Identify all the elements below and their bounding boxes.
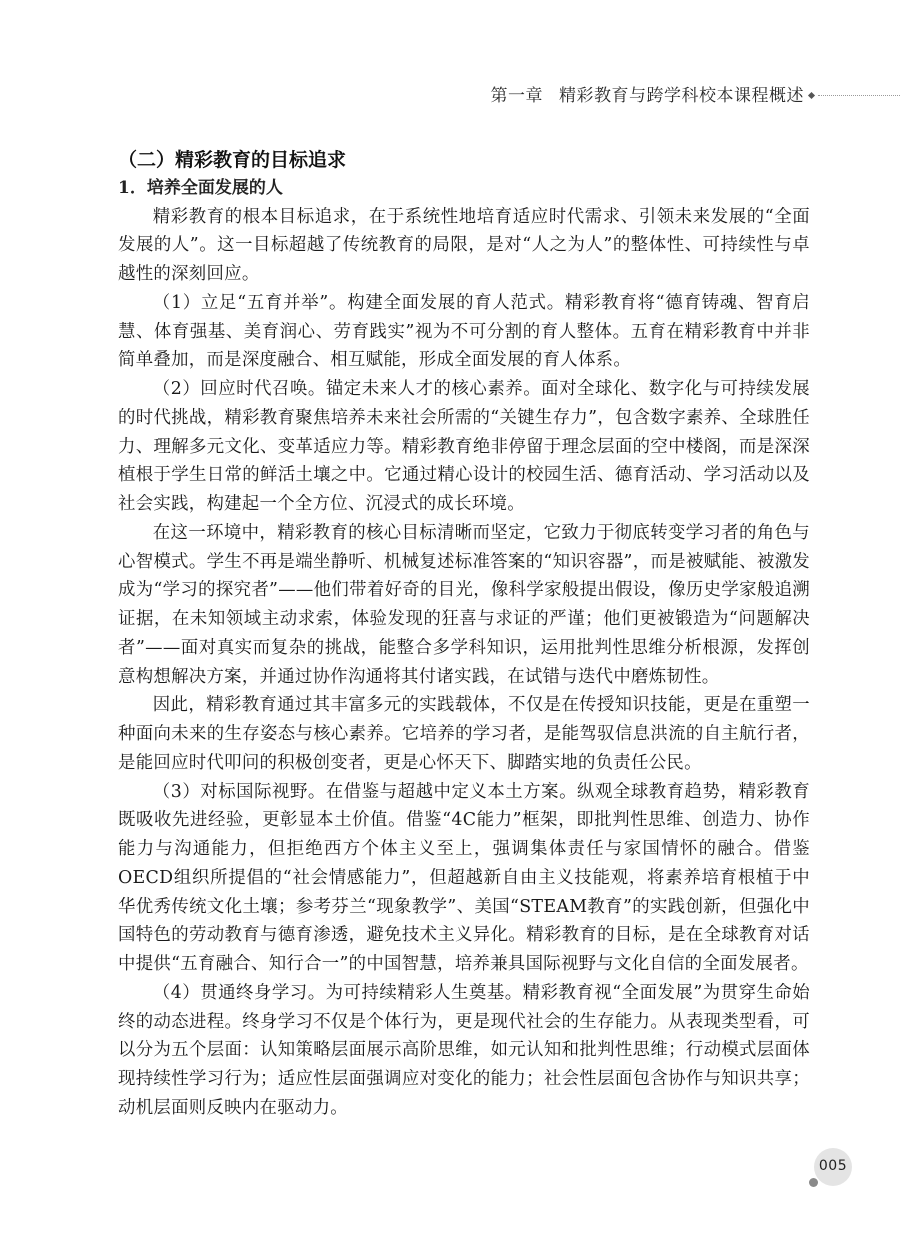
paragraph-point-4: （4）贯通终身学习。为可持续精彩人生奠基。精彩教育视“全面发展”为贯穿生命始终的动态进程。终身学习不仅是个体行为，更是现代社会的生存能力。从表现类型看，可以分为五个层面：认知策略层面展示高阶思维，如元认知和批判性思维；行动模式层面体现持续性学习行为；适应性层面强调应对变化的能力；社会性层面包含协作与知识共享；动机层面则反映内在驱动力。 xyxy=(118,982,810,1118)
running-header xyxy=(0,86,900,106)
header-diamond-ornament xyxy=(808,92,815,99)
paragraph-point-3: （3）对标国际视野。在借鉴与超越中定义本土方案。纵观全球教育趋势，精彩教育既吸收先进经验，更彰显本土价值。借鉴“4C能力”框架，即批判性思维、创造力、协作能力与沟通能力，但拒绝西方个体主义至上，强调集体责任与家国情怀的融合。借鉴OECD组织所提倡的“社会情感能力”，但超越新自由主义技能观，将素养培育根植于中华优秀传统文化土壤；参考芬兰“现象教学”、美国“STEAM教育”的实践创新，但强化中国特色的劳动教育与德育渗透，避免技术主义异化。精彩教育的目标，是在全球教育对话中提供“五育融合、知行合一”的中国智慧，培养兼具国际视野与文化自信的全面发展者。 xyxy=(118,781,810,974)
paragraph-intro: 精彩教育的根本目标追求，在于系统性地培育适应时代需求、引领未来发展的“全面发展的人”。这一目标超越了传统教育的局限，是对“人之为人”的整体性、可持续性与卓越性的深刻回应。 xyxy=(118,206,810,284)
section-heading: （二）精彩教育的目标追求 xyxy=(118,149,347,171)
page-number: 005 xyxy=(818,1158,848,1174)
page-number-badge xyxy=(806,1148,852,1194)
page-body xyxy=(118,146,810,1123)
paragraph-point-2: （2）回应时代召唤。锚定未来人才的核心素养。面对全球化、数字化与可持续发展的时代挑战，精彩教育聚焦培养未来社会所需的“关键生存力”，包含数字素养、全球胜任力、理解多元文化、变革适应力等。精彩教育绝非停留于理念层面的空中楼阁，而是深深植根于学生日常的鲜活土壤之中。它通过精心设计的校园生活、德育活动、学习活动以及社会实践，构建起一个全方位、沉浸式的成长环境。 xyxy=(118,379,810,514)
header-dotted-rule xyxy=(818,95,900,96)
page-number-dot xyxy=(809,1178,818,1187)
subsection-heading: 1．培养全面发展的人 xyxy=(118,178,283,198)
running-header-title xyxy=(491,86,805,106)
chapter-label: 第一章 xyxy=(490,86,543,106)
paragraph-point-1: （1）立足“五育并举”。构建全面发展的育人范式。精彩教育将“德育铸魂、智育启慧、体育强基、美育润心、劳育践实”视为不可分割的育人整体。五育在精彩教育中并非简单叠加，而是深度融合、相互赋能，形成全面发展的育人体系。 xyxy=(118,292,810,371)
paragraph-environment: 在这一环境中，精彩教育的核心目标清晰而坚定，它致力于彻底转变学习者的角色与心智模式。学生不再是端坐静听、机械复述标准答案的“知识容器”，而是被赋能、被激发成为“学习的探究者”——他们带着好奇的目光，像科学家般提出假设，像历史学家般追溯证据，在未知领域主动求索，体验发现的狂喜与求证的严谨；他们更被锻造为“问题解决者”——面对真实而复杂的挑战，能整合多学科知识，运用批判性思维分析根源，发挥创意构想解决方案，并通过协作沟通将其付诸实践，在试错与迭代中磨炼韧性。 xyxy=(118,522,810,687)
chapter-title: 精彩教育与跨学科校本课程概述 xyxy=(559,86,804,106)
paragraph-conclusion: 因此，精彩教育通过其丰富多元的实践载体，不仅是在传授知识技能，更是在重塑一种面向未来的生存姿态与核心素养。它培养的学习者，是能驾驭信息洪流的自主航行者，是能回应时代叩问的积极创变者，更是心怀天下、脚踏实地的负责任公民。 xyxy=(118,695,810,773)
